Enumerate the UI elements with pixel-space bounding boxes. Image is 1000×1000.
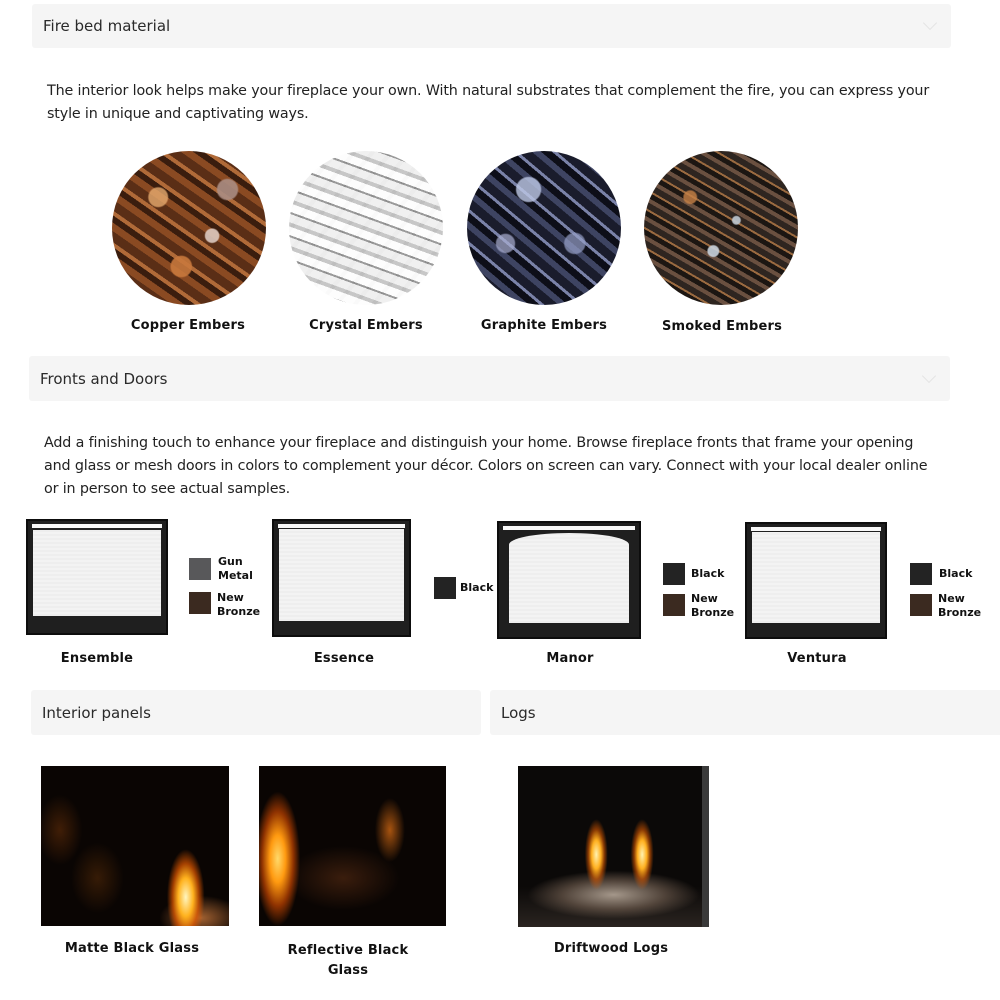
ensemble-label: Ensemble [60, 651, 134, 666]
graphite-embers-image [467, 151, 621, 305]
accordion-title: Fronts and Doors [40, 369, 168, 388]
front-glass [279, 529, 404, 621]
ventura-label: Ventura [787, 651, 847, 666]
front-glass [752, 532, 880, 623]
matte-black-glass-label: Matte Black Glass [64, 941, 200, 956]
accordion-title: Fire bed material [43, 17, 171, 35]
swatch-new-bronze[interactable] [910, 594, 932, 616]
manor-front-image [497, 521, 641, 639]
swatch-label: Black [691, 567, 725, 580]
chevron-down-icon [922, 368, 936, 382]
accordion-fronts-and-doors[interactable] [29, 356, 950, 401]
accordion-logs[interactable] [490, 690, 1000, 735]
swatch-label: New Bronze [217, 591, 261, 618]
manor-label: Manor [546, 651, 594, 666]
fire-bed-description: The interior look helps make your fireplace your own. With natural substrates that complement the fire, you can express your style in unique and captivating ways. [47, 83, 930, 122]
front-glass [509, 533, 629, 623]
swatch-label: New Bronze [938, 592, 982, 619]
swatch-label: Gun Metal [218, 555, 253, 582]
copper-embers-image [112, 151, 266, 305]
essence-front-image [272, 519, 411, 637]
accordion-fire-bed-material[interactable] [32, 4, 951, 48]
swatch-label: Black [460, 581, 494, 594]
driftwood-logs-label: Driftwood Logs [553, 941, 669, 956]
fronts-description: Add a finishing touch to enhance your fireplace and distinguish your home. Browse fireplace fronts that frame your opening and glass or mesh doors in colors to complement your décor. Colors on screen can vary. Connect with your local dealer online or in person to see actual samples. [44, 435, 928, 497]
swatch-label: New Bronze [691, 592, 735, 619]
swatch-label: Black [939, 567, 973, 580]
essence-label: Essence [313, 651, 375, 666]
swatch-new-bronze[interactable] [189, 592, 211, 614]
swatch-black[interactable] [434, 577, 456, 599]
crystal-embers-image [289, 151, 443, 305]
front-top-bar [32, 524, 162, 528]
front-top-bar [751, 527, 881, 531]
accordion-interior-panels[interactable] [31, 690, 481, 735]
swatch-black[interactable] [910, 563, 932, 585]
driftwood-logs-image [518, 766, 709, 927]
smoked-embers-image [644, 151, 798, 305]
graphite-embers-label: Graphite Embers [480, 318, 608, 333]
swatch-new-bronze[interactable] [663, 594, 685, 616]
reflective-black-glass-image [259, 766, 446, 926]
chevron-down-icon [923, 16, 937, 30]
accordion-title: Logs [501, 703, 536, 722]
swatch-gun-metal[interactable] [189, 558, 211, 580]
front-top-bar [278, 524, 405, 528]
accordion-title: Interior panels [42, 703, 151, 722]
reflective-black-glass-label: Reflective Black Glass [287, 943, 409, 978]
crystal-embers-label: Crystal Embers [309, 318, 423, 333]
copper-embers-label: Copper Embers [130, 318, 246, 333]
front-glass [33, 530, 161, 616]
front-top-bar [503, 526, 635, 530]
ventura-front-image [745, 522, 887, 639]
ensemble-front-image [26, 519, 168, 635]
matte-black-glass-image [41, 766, 229, 926]
smoked-embers-label: Smoked Embers [661, 319, 783, 334]
swatch-black[interactable] [663, 563, 685, 585]
